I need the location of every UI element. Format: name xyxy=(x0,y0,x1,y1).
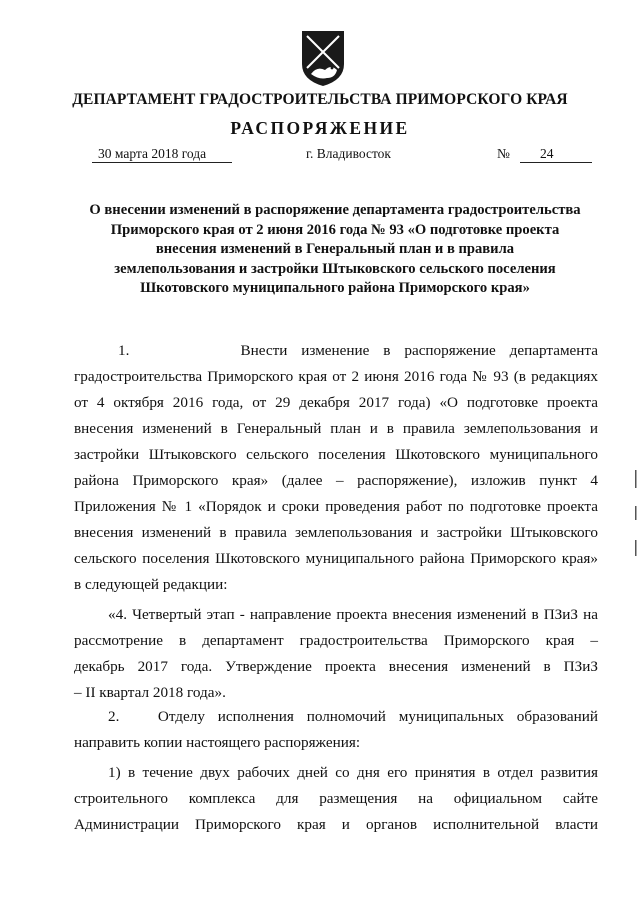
text-line: 2. Отделу исполнения полномочий муниципальных образований xyxy=(108,708,598,725)
document-number: 24 xyxy=(520,146,592,163)
scan-edge-marks xyxy=(630,470,638,560)
text-line: Приложения № 1 «Порядок и сроки проведения работ по подготовке проекта xyxy=(74,498,598,515)
subject-line: Шкотовского муниципального района Приморского края» xyxy=(140,280,530,296)
text-line: – II квартал 2018 года». xyxy=(74,684,226,701)
subject-line: Приморского края от 2 июня 2016 года № 93 «О подготовке проекта xyxy=(110,221,560,238)
document-type: РАСПОРЯЖЕНИЕ xyxy=(230,118,410,138)
text-line: градостроительства Приморского края от 2 июня 2016 года № 93 (в редакциях xyxy=(74,368,598,385)
text-line: строительного комплекса для размещения на официальном сайте xyxy=(74,790,598,807)
text-line: рассмотрение в департамент градостроительства Приморского края – xyxy=(74,632,598,649)
text-line: внесения изменений в Генеральный план и в правила землепользования и xyxy=(74,420,598,437)
subparagraph-1 xyxy=(74,760,598,838)
text-line: от 4 октября 2016 года, от 29 декабря 2017 года) «О подготовке проекта xyxy=(74,394,598,411)
subject-line: внесения изменений в Генеральный план и в правила xyxy=(155,241,515,257)
document-subject xyxy=(70,201,600,299)
document-number-label: № xyxy=(497,146,510,161)
text-line: декабрь 2017 года. Утверждение проекта внесения изменений в ПЗиЗ xyxy=(74,658,598,675)
subject-line: О внесении изменений в распоряжение департамента градостроительства xyxy=(89,202,581,218)
text-line: внесения изменений в правила землепользования и застройки Штыковского xyxy=(74,524,598,541)
paragraph-2 xyxy=(74,704,598,756)
text-line: направить копии настоящего распоряжения: xyxy=(74,734,361,751)
document-date: 30 марта 2018 года xyxy=(92,146,232,163)
paragraph-1 xyxy=(74,338,598,598)
text-line: в следующей редакции: xyxy=(74,576,228,593)
text-line: «4. Четвертый этап - направление проекта внесения изменений в ПЗиЗ на xyxy=(108,606,598,623)
text-line: 1. Внести изменение в распоряжение департамента xyxy=(118,342,598,359)
text-line: 1) в течение двух рабочих дней со дня его принятия в отдел развития xyxy=(108,764,598,781)
text-line: сельского поселения Шкотовского муниципального района Приморского края» xyxy=(74,550,598,567)
text-line: района Приморского края» (далее – распоряжение), изложив пункт 4 xyxy=(74,472,598,489)
subject-line: землепользования и застройки Штыковского сельского поселения xyxy=(114,260,556,277)
document-city: г. Владивосток xyxy=(306,146,391,161)
text-line: Администрации Приморского края и органов исполнительной власти xyxy=(74,816,598,833)
coat-of-arms-emblem xyxy=(299,28,347,88)
quoted-paragraph xyxy=(74,602,598,706)
text-line: застройки Штыковского сельского поселения Шкотовского муниципального xyxy=(74,446,598,463)
department-title: ДЕПАРТАМЕНТ ГРАДОСТРОИТЕЛЬСТВА ПРИМОРСКОГО КРАЯ xyxy=(72,91,568,108)
